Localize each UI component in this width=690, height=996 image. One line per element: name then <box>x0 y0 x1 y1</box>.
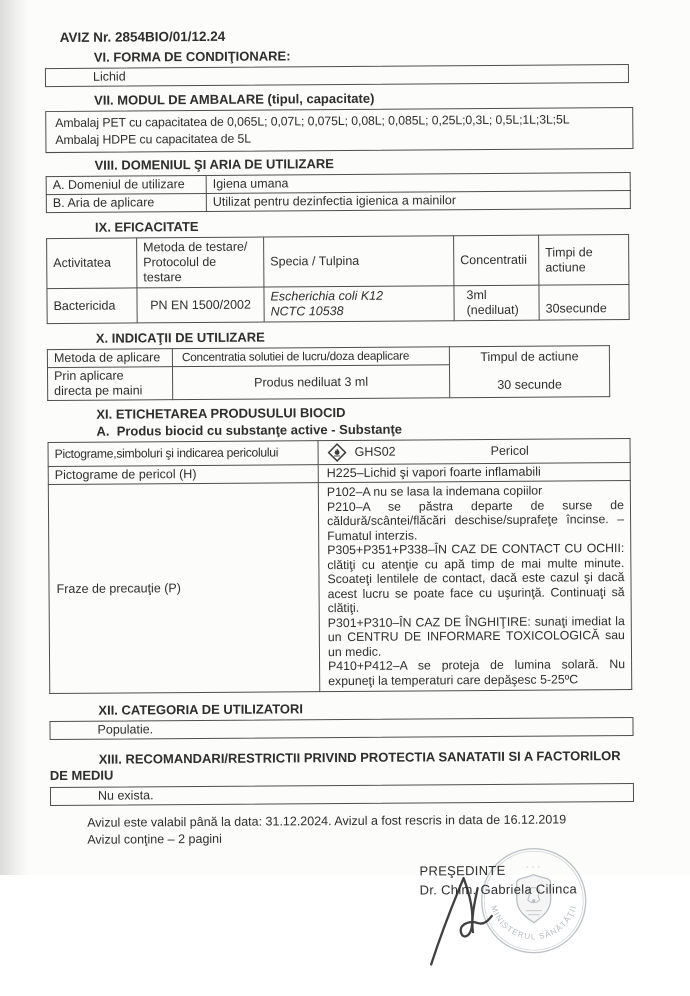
table-header-row <box>47 346 609 368</box>
eficacitate-specia-cell: Escherichia coli K12 NCTC 10538 <box>264 286 454 322</box>
eficacitate-metoda-cell: PN EN 1500/2002 <box>137 287 264 323</box>
indicatii-timp-value: 30 secunde <box>497 377 562 392</box>
eficacitate-col-timpi: Timpi de actiune <box>539 234 629 285</box>
signer-name: Dr. Chim. Gabriela Cilinca <box>419 881 578 898</box>
document-body <box>45 26 642 996</box>
eficacitate-concentratii-cell: 3ml (nediluat) <box>454 285 539 321</box>
eficacitate-col-specia: Specia / Tulpina <box>264 236 454 287</box>
categoria-utilizatori-value: Populatie. <box>97 722 154 737</box>
eficacitate-activitate-cell: Bactericida <box>47 288 137 324</box>
table-row <box>46 190 630 212</box>
section-xi-title: XI. ETICHETAREA PRODUSULUI BIOCID <box>96 404 346 422</box>
domeniu-utilizare-table <box>46 172 631 213</box>
section-x-title: X. INDICAŢII DE UTILIZARE <box>95 329 265 346</box>
table-row <box>48 480 631 693</box>
pictograme-label-cell: Pictograme,simboluri şi indicarea pericolului <box>48 441 318 467</box>
section-xii-title: XII. CATEGORIA DE UTILIZATORI <box>98 701 304 718</box>
pages-line: Avizul conţine – 2 pagini <box>87 831 222 847</box>
section-xi-subtitle: A. Produs biocid cu substanţe active - Substanţe <box>96 421 403 439</box>
pictograme-value-cell <box>318 438 630 464</box>
etichetare-table <box>48 438 633 694</box>
ghs02-flame-icon <box>327 442 348 463</box>
domeniu-label-cell: A. Domeniul de utilizare <box>46 175 206 194</box>
indicatii-doza-cell: Produs nediluat 3 ml <box>172 365 449 400</box>
handwritten-signature <box>424 873 517 970</box>
categoria-utilizatori-box <box>49 717 633 740</box>
p-phrase: P210–A se păstra departe de surse de căldură/scântei/flăcări deschise/suprafeţe încinse. – Fumatul interzis. <box>326 497 625 543</box>
indicatii-metoda-cell: Prin aplicare directa pe maini <box>47 367 172 401</box>
eficacitate-col-activitate: Activitatea <box>47 238 137 289</box>
stamp-arc-text: MINISTERUL SĂNĂTĂŢII <box>489 904 579 942</box>
validity-line: Avizul este valabil până la data: 31.12.2024. Avizul a fost rescris in data de 16.12.2019 <box>87 812 567 830</box>
forma-conditionare-box <box>45 64 629 87</box>
section-ix-title: IX. EFICACITATE <box>94 219 199 235</box>
indicatii-col-timpul: Timpul de actiune <box>480 349 579 365</box>
eficacitate-timp-cell: 30secunde <box>539 284 629 320</box>
signature-block <box>419 862 638 994</box>
section-vii-title: VII. MODUL DE AMBALARE (tipul, capacitate) <box>94 90 375 108</box>
aviz-number: AVIZ Nr. 2854BIO/01/12.24 <box>59 28 226 45</box>
domeniu-value-cell: Igiena umana <box>206 172 630 193</box>
signer-role: PREŞEDINTE <box>419 862 506 879</box>
aria-value-cell: Utilizat pentru dezinfectia igienica a mainilor <box>206 190 630 211</box>
ambalare-line-hdpe: Ambalaj HDPE cu capacitatea de 5L <box>55 131 252 147</box>
indicatii-timp-cell <box>449 346 609 398</box>
ghs-code: GHS02 <box>354 444 396 459</box>
recomandari-box <box>50 783 634 806</box>
p-phrase: P301+P310–ÎN CAZ DE ÎNGHIŢIRE: sunaţi imediat la un CENTRU DE INFORMARE TOXICOLOGICĂ sau un medic. <box>327 613 625 659</box>
signal-word: Pericol <box>490 443 529 458</box>
fraze-precautie-label-cell: Fraze de precauţie (P) <box>48 483 319 694</box>
p-phrase: P305+P351+P338–ÎN CAZ DE CONTACT CU OCHII: clătiţi cu atenţie cu apă timp de mai multe minute. Scoateţi lentilele de contact, dacă este cazul şi dacă acest lucru se poate face cu uşurinţă. Continuaţi să clătiţi. <box>327 541 625 616</box>
ambalare-box <box>45 107 633 153</box>
indicatii-col-concentratia: Concentratia solutiei de lucru/doza deaplicare <box>172 347 449 367</box>
recomandari-value: Nu exista. <box>97 788 154 803</box>
eficacitate-col-metoda: Metoda de testare/ Protocolul de testare <box>137 237 264 288</box>
scan-edge-shadow <box>0 0 30 875</box>
svg-text:* * *: * * * <box>526 865 541 872</box>
h-phrase-cell: H225–Lichid şi vapori foarte inflamabili <box>318 462 630 482</box>
forma-conditionare-value: Lichid <box>92 69 126 84</box>
aria-label-cell: B. Aria de aplicare <box>46 193 206 212</box>
pictograme-pericol-label-cell: Pictograme de pericol (H) <box>48 465 318 485</box>
indicatii-utilizare-table <box>47 345 610 401</box>
section-vi-title: VI. FORMA DE CONDIŢIONARE: <box>93 48 291 65</box>
section-viii-title: VIII. DOMENIUL ŞI ARIA DE UTILIZARE <box>94 156 334 173</box>
p-phrase: P102–A nu se lasa la indemana copiilor <box>326 483 543 500</box>
p-phrase: P410+P412–A se proteja de lumina solară. Nu expuneţi la temperaturi care depăşesc 5-25ºC <box>328 657 626 688</box>
indicatii-col-metoda: Metoda de aplicare <box>47 349 172 368</box>
section-xiii-title: XIII. RECOMANDARI/RESTRICTII PRIVIND PROTECTIA SANATATII SI A FACTORILOR DE MEDIU <box>49 748 621 784</box>
ambalare-line-pet: Ambalaj PET cu capacitatea de 0,065L; 0,07L; 0,075L; 0,08L; 0,085L; 0,25L;0,3L; 0,5L;1L;3L;5L <box>55 112 570 130</box>
fraze-precautie-value-cell <box>318 480 631 691</box>
eficacitate-table <box>46 234 630 324</box>
table-header-row <box>47 234 629 288</box>
table-row <box>47 284 629 323</box>
eficacitate-col-concentratii: Concentratii <box>454 235 539 286</box>
